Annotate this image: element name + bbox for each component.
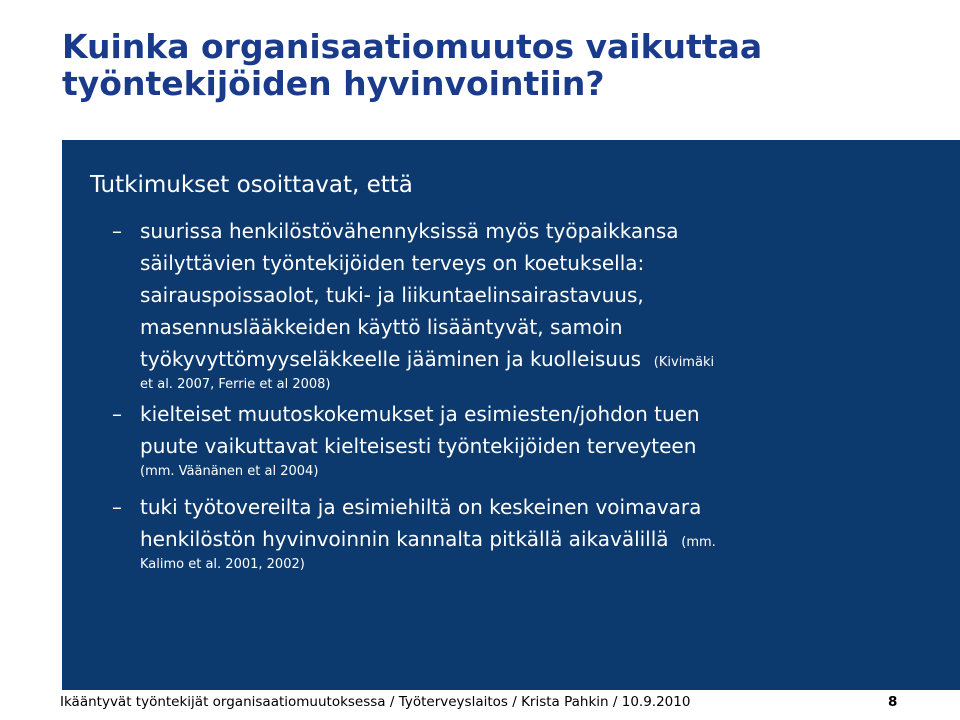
bullet-1-line-5: työkyvyttömyyseläkkeelle jääminen ja kuolleisuus [140, 347, 642, 371]
slide-title [62, 28, 922, 102]
title-line-2: työntekijöiden hyvinvointiin? [62, 64, 605, 103]
bullet-3-citation-start: (mm. [681, 535, 716, 550]
page-number: 8 [888, 694, 898, 710]
bullet-3-citation: Kalimo et al. 2001, 2002) [140, 557, 305, 572]
bullet-dash: – [112, 495, 122, 519]
bullet-1-citation-start: (Kivimäki [653, 355, 715, 370]
bullet-2-line-1: kielteiset muutoskokemukset ja esimiesten/johdon tuen [140, 402, 700, 426]
bullet-2-citation: (mm. Väänänen et al 2004) [140, 464, 319, 479]
bullet-1-line-4: masennuslääkkeiden käyttö lisääntyvät, samoin [140, 315, 623, 339]
bullet-2-line-2: puute vaikuttavat kielteisesti työntekijöiden terveyteen [140, 434, 697, 458]
bullet-3-line-2: henkilöstön hyvinvoinnin kannalta pitkällä aikavälillä [140, 527, 669, 551]
intro-text: Tutkimukset osoittavat, että [90, 172, 413, 198]
bullet-dash: – [112, 402, 122, 426]
footer [0, 690, 960, 720]
bullet-1-line-3: sairauspoissaolot, tuki- ja liikuntaelinsairastavuus, [140, 283, 644, 307]
bullet-3-line-1: tuki työtovereilta ja esimiehiltä on keskeinen voimavara [140, 495, 702, 519]
bullet-dash: – [112, 219, 122, 243]
footer-text: Ikääntyvät työntekijät organisaatiomuutoksessa / Työterveyslaitos / Krista Pahkin / 10.9.2010 [60, 694, 691, 710]
bullet-1-line-2: säilyttävien työntekijöiden terveys on koetuksella: [140, 251, 645, 275]
bullet-1-citation: et al. 2007, Ferrie et al 2008) [140, 377, 331, 392]
bullet-1-line-1: suurissa henkilöstövähennyksissä myös työpaikkansa [140, 219, 679, 243]
title-line-1: Kuinka organisaatiomuutos vaikuttaa [62, 27, 763, 66]
